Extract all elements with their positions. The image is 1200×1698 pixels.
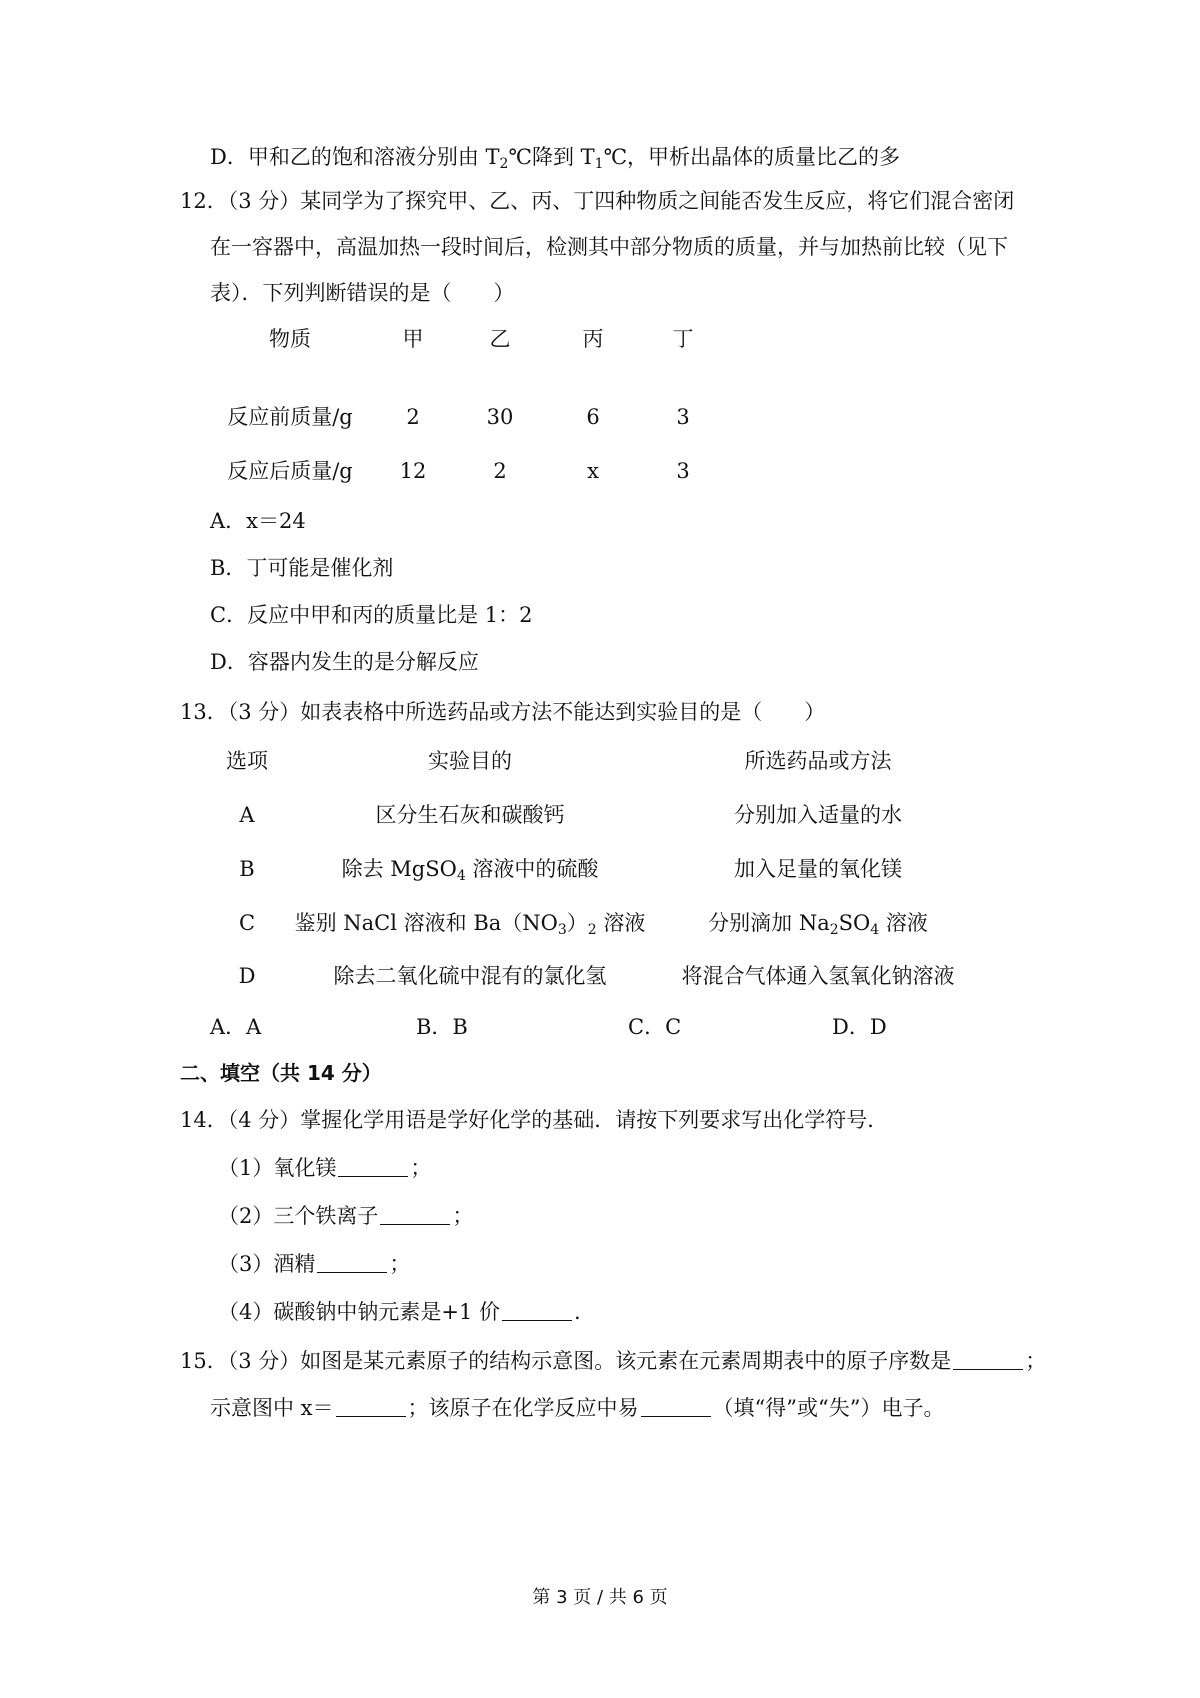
section-heading: 二、填空（共 14 分）	[180, 1061, 382, 1085]
text: 分别滴加 Na	[708, 911, 830, 935]
answer-blank[interactable]	[502, 1300, 572, 1321]
q12-header-bing: 丙	[582, 327, 604, 351]
q12-header-substance: 物质	[269, 327, 311, 351]
q11-option-d	[210, 142, 900, 179]
q14-stem: 14．（4 分）掌握化学用语是学好化学的基础．请按下列要求写出化学符号．	[180, 1108, 889, 1132]
q12-row2-yi: 2	[493, 459, 507, 483]
q13-row-b-method: 加入足量的氧化镁	[734, 857, 902, 881]
q13-row-d-option: D	[238, 964, 256, 988]
subscript: 4	[870, 922, 880, 938]
q12-row1-label: 反应前质量/g	[227, 405, 353, 429]
text: 溶液中的硫酸	[465, 857, 599, 881]
q12-stem-line3: 表）．下列判断错误的是（ ）	[210, 281, 515, 305]
q13-row-b-purpose	[342, 854, 599, 891]
q12-header-ding: 丁	[672, 327, 694, 351]
q14-item-2	[218, 1201, 473, 1231]
text: （填“得”或“失”）电子。	[712, 1396, 945, 1420]
q12-option-d: D．容器内发生的是分解反应	[210, 650, 479, 674]
q12-stem-line1: 12．（3 分）某同学为了探究甲、乙、丙、丁四种物质之间能否发生反应，将它们混合密闭	[180, 189, 1015, 213]
answer-blank[interactable]	[641, 1396, 711, 1417]
q12-row1-yi: 30	[486, 405, 514, 429]
q13-row-c-purpose	[295, 908, 646, 945]
page-footer: 第 3 页 / 共 6 页	[532, 1587, 668, 1608]
q15-line1	[180, 1346, 1046, 1376]
text: （2）三个铁离子	[218, 1204, 379, 1228]
q13-row-a-option: A	[239, 803, 255, 827]
q12-row1-ding: 3	[676, 405, 690, 429]
q12-option-a: A．x＝24	[210, 509, 306, 533]
q12-row1-jia: 2	[406, 405, 420, 429]
text: （4）碳酸钠中钠元素是+1 价	[218, 1300, 500, 1324]
text: 溶液	[879, 911, 928, 935]
text: .	[574, 1300, 581, 1324]
q13-row-a-method: 分别加入适量的水	[734, 803, 902, 827]
text: 溶液	[596, 911, 646, 935]
answer-blank[interactable]	[953, 1349, 1023, 1370]
text: （1）氧化镁	[218, 1156, 337, 1180]
text: ；该原子在化学反应中易	[407, 1396, 639, 1420]
text: SO	[838, 911, 871, 935]
subscript: 1	[594, 156, 604, 172]
q12-header-jia: 甲	[402, 327, 424, 351]
q12-row2-label: 反应后质量/g	[227, 459, 353, 483]
q13-row-a-purpose: 区分生石灰和碳酸钙	[375, 803, 565, 827]
q13-row-c-method	[708, 908, 928, 945]
q12-option-c: C．反应中甲和丙的质量比是 1：2	[210, 603, 533, 627]
q13-row-b-option: B	[239, 857, 255, 881]
q12-option-b: B．丁可能是催化剂	[210, 556, 394, 580]
q13-option-a: A．A	[210, 1015, 262, 1039]
subscript: 3	[557, 922, 567, 938]
answer-blank[interactable]	[338, 1156, 408, 1177]
q13-row-d-purpose: 除去二氧化硫中混有的氯化氢	[333, 964, 607, 988]
subscript: 2	[587, 922, 597, 938]
text: ；	[410, 1156, 432, 1180]
q12-row1-bing: 6	[586, 405, 600, 429]
text: ℃，甲析出晶体的质量比乙的多	[603, 145, 901, 169]
text: ；	[389, 1252, 411, 1276]
answer-blank[interactable]	[317, 1252, 387, 1273]
text: ℃降到 T	[508, 145, 595, 169]
q13-header-method: 所选药品或方法	[744, 749, 892, 773]
q13-option-b: B．B	[416, 1015, 468, 1039]
q12-row2-jia: 12	[399, 459, 427, 483]
q12-stem-line2: 在一容器中，高温加热一段时间后，检测其中部分物质的质量，并与加热前比较（见下	[210, 235, 1008, 259]
text: 15．（3 分）如图是某元素原子的结构示意图。该元素在元素周期表中的原子序数是	[180, 1349, 952, 1373]
text: 示意图中 x＝	[210, 1396, 334, 1420]
text: D．甲和乙的饱和溶液分别由 T	[210, 145, 500, 169]
text: ；	[452, 1204, 474, 1228]
text: 除去 MgSO	[341, 857, 457, 881]
q14-item-4	[218, 1297, 581, 1327]
q13-stem: 13．（3 分）如表表格中所选药品或方法不能达到实验目的是（ ）	[180, 700, 826, 724]
answer-blank[interactable]	[380, 1204, 450, 1225]
text: ；	[1025, 1349, 1047, 1373]
q13-option-c: C．C	[628, 1015, 682, 1039]
answer-blank[interactable]	[336, 1396, 406, 1417]
q15-line2	[210, 1393, 944, 1423]
text: 鉴别 NaCl 溶液和 Ba（NO	[294, 911, 558, 935]
text: ）	[566, 911, 588, 935]
subscript: 2	[499, 156, 509, 172]
q13-header-option: 选项	[226, 749, 268, 773]
subscript: 4	[456, 868, 466, 884]
text: （3）酒精	[218, 1252, 316, 1276]
q14-item-3	[218, 1249, 410, 1279]
subscript: 2	[829, 922, 839, 938]
q13-option-d: D．D	[832, 1015, 887, 1039]
q12-row2-ding: 3	[676, 459, 690, 483]
q12-row2-bing: x	[587, 459, 599, 483]
q14-item-1	[218, 1153, 431, 1183]
q13-header-purpose: 实验目的	[428, 749, 512, 773]
q13-row-d-method: 将混合气体通入氢氧化钠溶液	[681, 964, 955, 988]
q12-header-yi: 乙	[489, 327, 511, 351]
q13-row-c-option: C	[238, 911, 256, 935]
